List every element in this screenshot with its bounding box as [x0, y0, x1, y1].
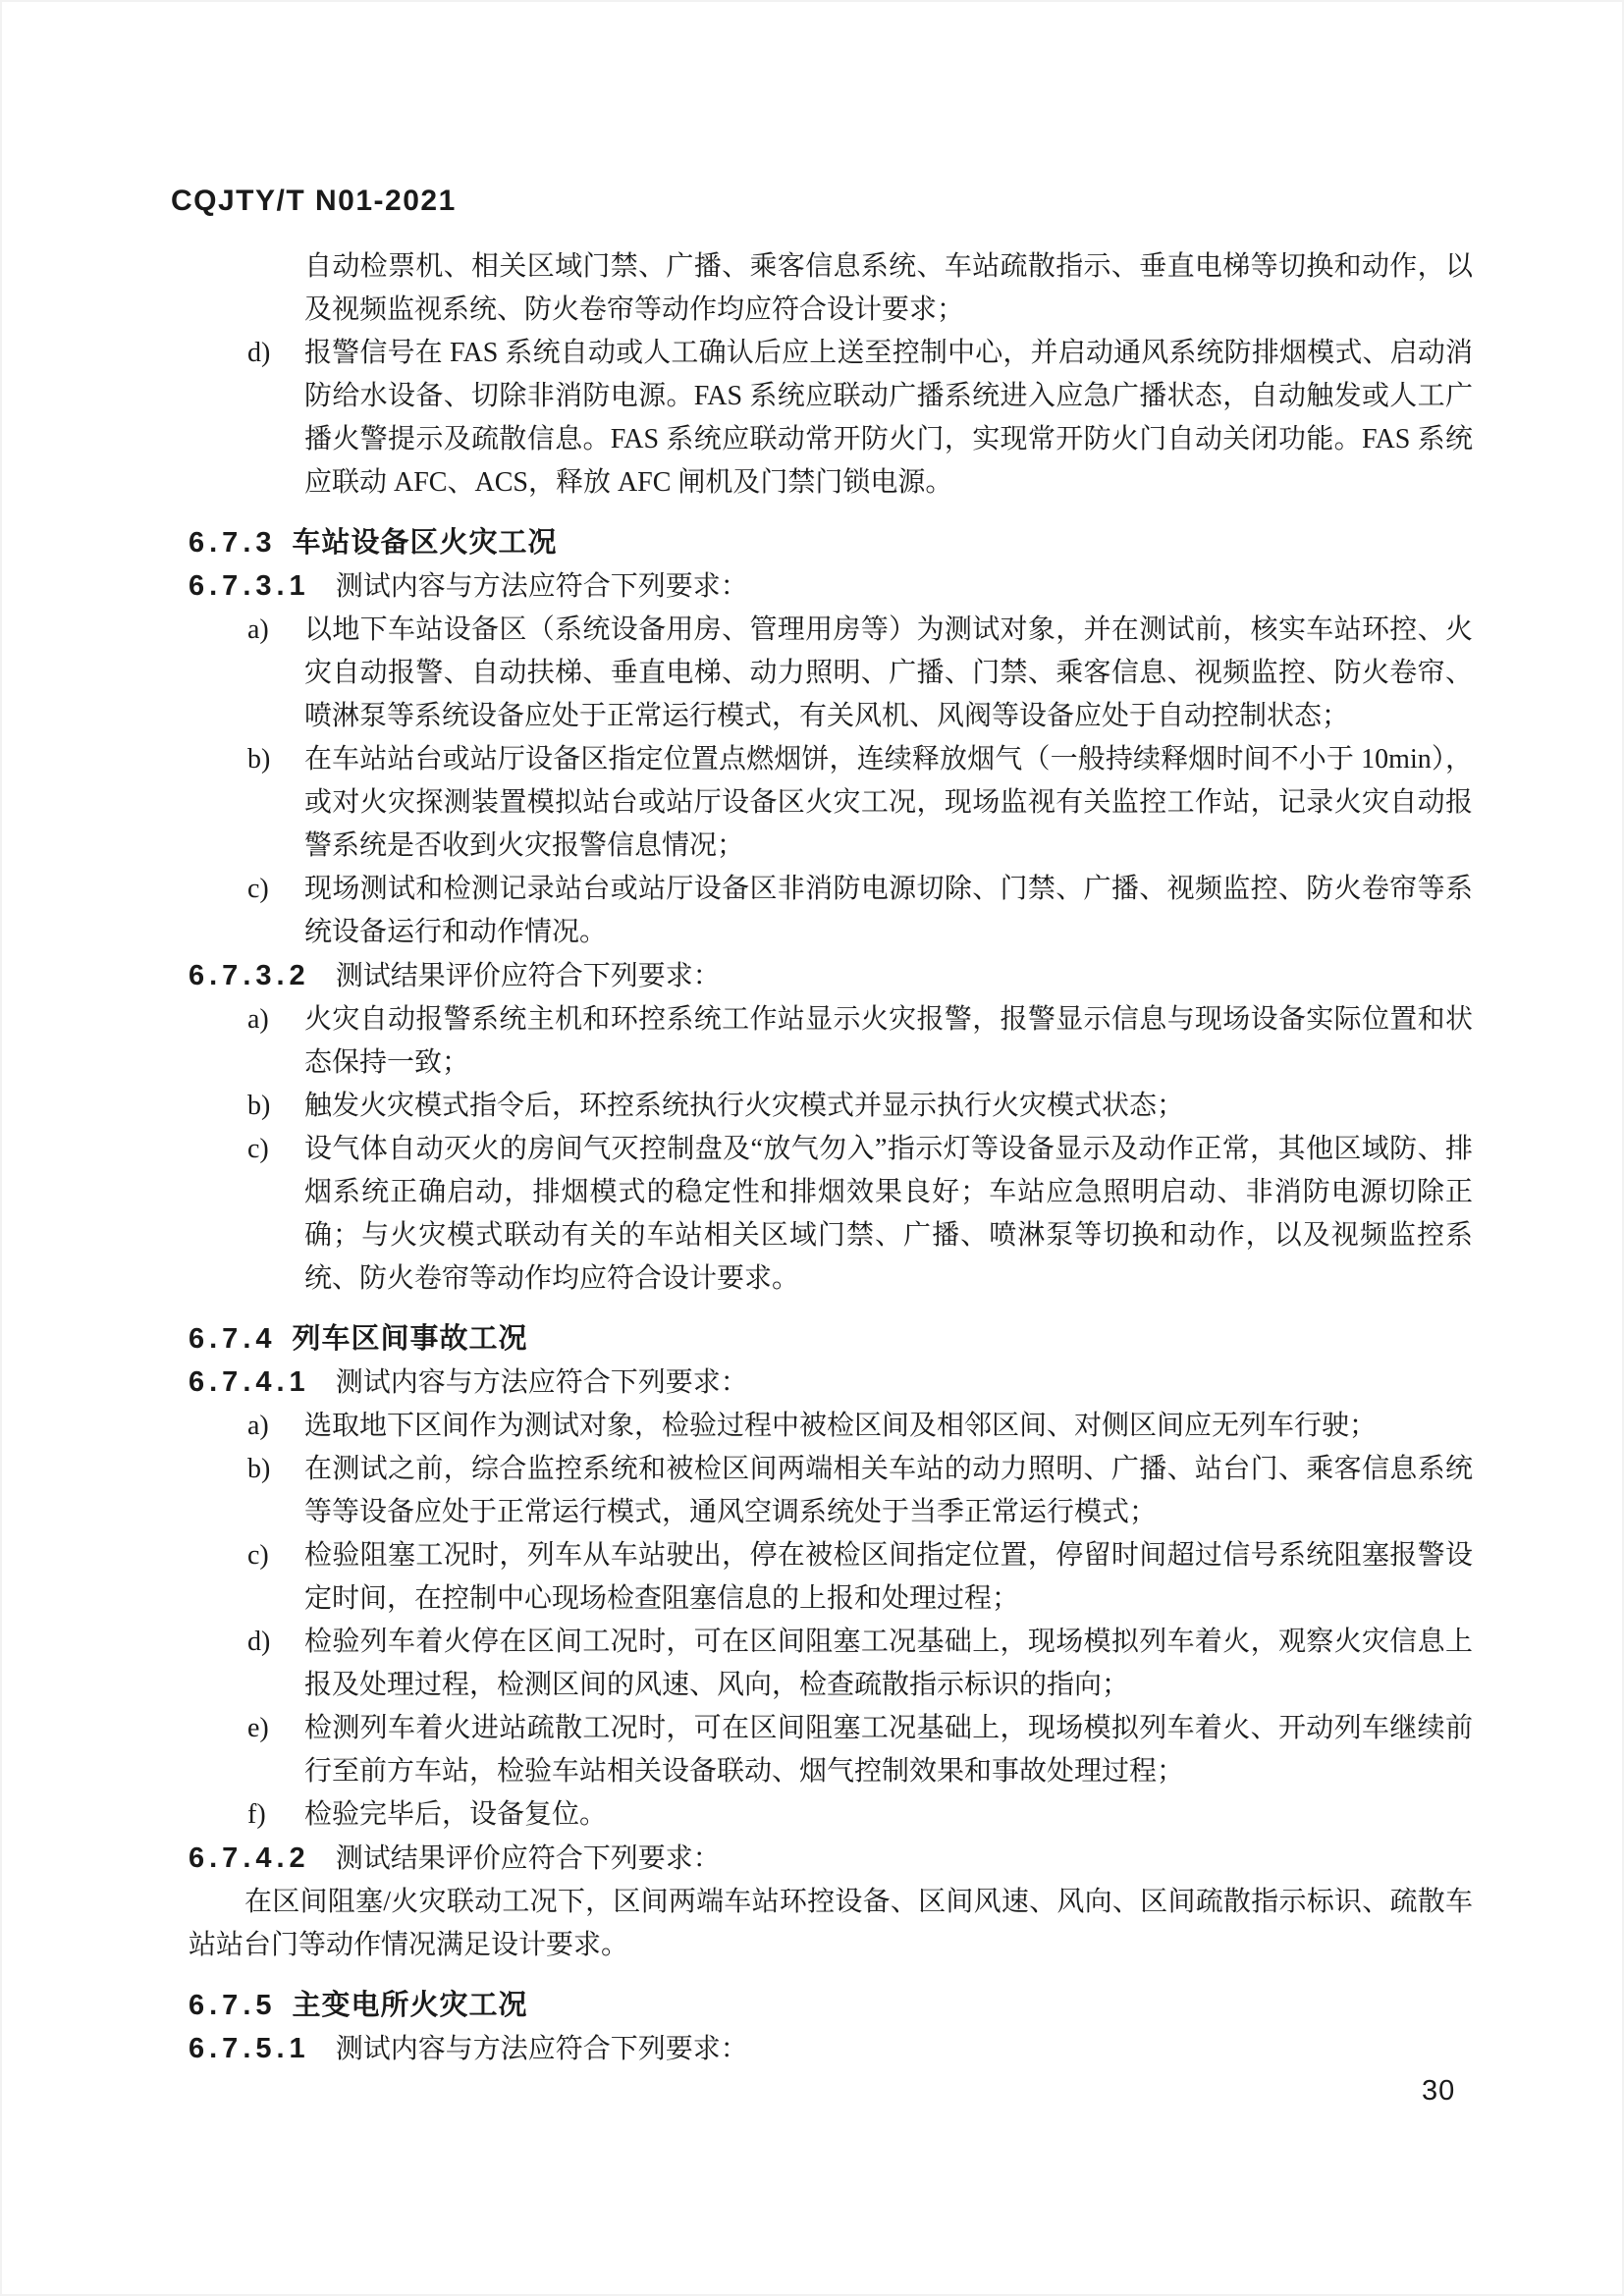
clause-text: 测试内容与方法应符合下列要求：: [335, 2034, 748, 2064]
clause-number: 6.7.4.1: [189, 1366, 310, 1398]
list-item-marker: b): [247, 1454, 271, 1484]
list-item: [189, 1448, 1473, 1534]
list-item: [189, 1085, 1473, 1128]
list-item: [189, 332, 1473, 505]
list-item-text: 在测试之前，综合监控系统和被检区间两端相关车站的动力照明、广播、站台门、乘客信息系统等等设备应处于正常运行模式，通风空调系统处于当季正常运行模式；: [304, 1454, 1473, 1527]
section-number: 6.7.3: [189, 527, 277, 559]
section-number: 6.7.4: [189, 1323, 277, 1355]
section-number: 6.7.5: [189, 1990, 277, 2021]
clause-heading: [189, 1837, 1473, 1881]
clause-heading: [189, 1361, 1473, 1405]
list-item: [189, 1621, 1473, 1707]
clause-text: 测试内容与方法应符合下列要求：: [335, 571, 748, 602]
list-item-marker: b): [247, 744, 271, 774]
list-item: [189, 1534, 1473, 1621]
list-item-text: 火灾自动报警系统主机和环控系统工作站显示火灾报警，报警显示信息与现场设备实际位置和状态保持一致；: [304, 1004, 1473, 1078]
list-item-marker: d): [247, 338, 271, 368]
clause-heading: [189, 564, 1473, 609]
clause-number: 6.7.5.1: [189, 2033, 310, 2064]
list-item: [189, 1707, 1473, 1793]
list-item-text: 触发火灾模式指令后，环控系统执行火灾模式并显示执行火灾模式状态；: [304, 1091, 1185, 1121]
list-item-text: 检验阻塞工况时，列车从车站驶出，停在被检区间指定位置，停留时间超过信号系统阻塞报警设定时间，在控制中心现场检查阻塞信息的上报和处理过程；: [304, 1540, 1473, 1614]
list-item-text: 检测列车着火进站疏散工况时，可在区间阻塞工况基础上，现场模拟列车着火、开动列车继续前行至前方车站，检验车站相关设备联动、烟气控制效果和事故处理过程；: [304, 1713, 1473, 1787]
list-item-text: 检验列车着火停在区间工况时，可在区间阻塞工况基础上，现场模拟列车着火，观察火灾信息上报及处理过程，检测区间的风速、风向，检查疏散指示标识的指向；: [304, 1627, 1473, 1700]
continuation-paragraph: 自动检票机、相关区域门禁、广播、乘客信息系统、车站疏散指示、垂直电梯等切换和动作，以及视频监视系统、防火卷帘等动作均应符合设计要求；: [304, 251, 1473, 325]
section-title: 列车区间事故工况: [292, 1323, 528, 1355]
section-heading: [189, 1317, 1473, 1361]
list-item-marker: c): [247, 1540, 269, 1571]
list-item: [189, 868, 1473, 954]
document-body: [189, 245, 1473, 2071]
body-paragraph: 在区间阻塞/火灾联动工况下，区间两端车站环控设备、区间风速、风向、区间疏散指示标识、疏散车站站台门等动作情况满足设计要求。: [189, 1887, 1473, 1960]
list-item-marker: e): [247, 1713, 269, 1743]
list-item-marker: f): [247, 1799, 266, 1830]
list-item: [189, 1793, 1473, 1837]
section-heading: [189, 1984, 1473, 2027]
clause-text: 测试结果评价应符合下列要求：: [335, 961, 721, 991]
list-item-text: 检验完毕后，设备复位。: [304, 1799, 608, 1830]
section-title: 车站设备区火灾工况: [292, 527, 558, 559]
list-item: [189, 998, 1473, 1085]
list-item-text: 设气体自动灭火的房间气灭控制盘及“放气勿入”指示灯等设备显示及动作正常，其他区域防、排烟系统正确启动，排烟模式的稳定性和排烟效果良好；车站应急照明启动、非消防电源切除正确；与火灾模式联动有关的车站相关区域门禁、广播、喷淋泵等切换和动作，以及视频监控系统、防火卷帘等动作均应符合设计要求。: [304, 1134, 1473, 1294]
list-item: [189, 609, 1473, 738]
list-item: [189, 1405, 1473, 1448]
list-item-marker: c): [247, 1134, 269, 1164]
clause-text: 测试结果评价应符合下列要求：: [335, 1843, 721, 1874]
list-item-marker: c): [247, 874, 269, 904]
list-item-text: 现场测试和检测记录站台或站厅设备区非消防电源切除、门禁、广播、视频监控、防火卷帘等系统设备运行和动作情况。: [304, 874, 1473, 947]
list-item-text: 在车站站台或站厅设备区指定位置点燃烟饼，连续释放烟气（一般持续释烟时间不小于 10min），或对火灾探测装置模拟站台或站厅设备区火灾工况，现场监视有关监控工作站，记录火灾自动报警系统是否收到火灾报警信息情况；: [304, 744, 1473, 861]
list-item-marker: a): [247, 614, 269, 645]
list-item-text: 报警信号在 FAS 系统自动或人工确认后应上送至控制中心，并启动通风系统防排烟模式、启动消防给水设备、切除非消防电源。FAS 系统应联动广播系统进入应急广播状态，自动触发或人工广播火警提示及疏散信息。FAS 系统应联动常开防火门，实现常开防火门自动关闭功能。FAS 系统应联动 AFC、ACS，释放 AFC 闸机及门禁门锁电源。: [304, 338, 1473, 498]
section-heading: [189, 521, 1473, 564]
list-item: [189, 1128, 1473, 1301]
list-item-text: 选取地下区间作为测试对象，检验过程中被检区间及相邻区间、对侧区间应无列车行驶；: [304, 1411, 1378, 1441]
list-item-marker: a): [247, 1004, 269, 1035]
list-item: [189, 738, 1473, 868]
list-item-text: 以地下车站设备区（系统设备用房、管理用房等）为测试对象，并在测试前，核实车站环控、火灾自动报警、自动扶梯、垂直电梯、动力照明、广播、门禁、乘客信息、视频监控、防火卷帘、喷淋泵等系统设备应处于正常运行模式，有关风机、风阀等设备应处于自动控制状态；: [304, 614, 1473, 731]
clause-heading: [189, 2027, 1473, 2071]
clause-number: 6.7.3.1: [189, 570, 310, 602]
clause-text: 测试内容与方法应符合下列要求：: [335, 1367, 748, 1398]
section-title: 主变电所火灾工况: [292, 1990, 528, 2021]
list-item-marker: b): [247, 1091, 271, 1121]
clause-number: 6.7.3.2: [189, 960, 310, 991]
clause-number: 6.7.4.2: [189, 1842, 310, 1874]
clause-heading: [189, 954, 1473, 998]
page-number: 30: [1422, 2075, 1456, 2107]
list-item-marker: a): [247, 1411, 269, 1441]
standard-number-header: CQJTY/T N01-2021: [171, 185, 457, 217]
list-item-marker: d): [247, 1627, 271, 1657]
